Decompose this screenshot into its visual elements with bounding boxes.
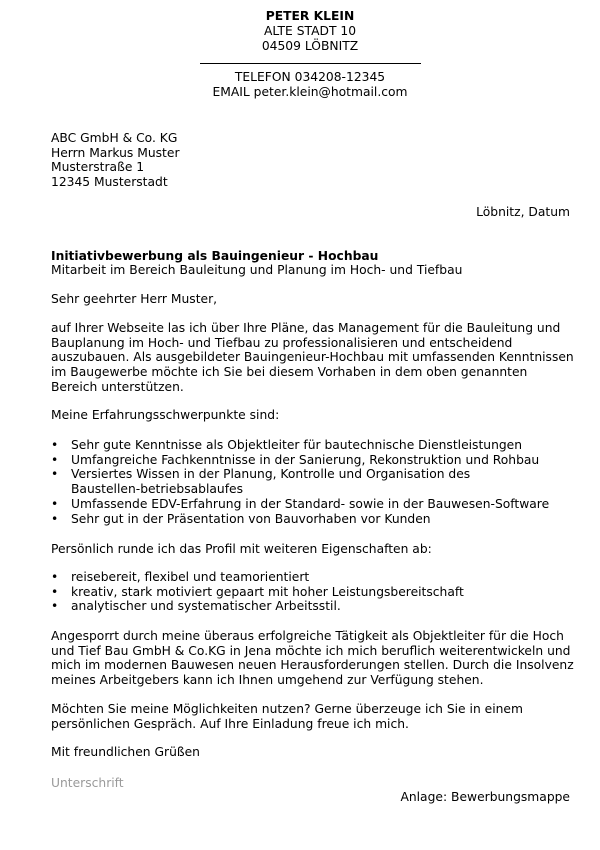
sender-phone: TELEFON 034208-12345 [234, 70, 386, 84]
bullet-icon: • [51, 570, 59, 584]
list-item: • Sehr gute Kenntnisse als Objektleiter für bautechnische Dienstleistungen [51, 438, 523, 452]
bullet-icon: • [51, 599, 59, 614]
bullet-icon: • [51, 438, 59, 452]
closing-question: Möchten Sie meine Möglichkeiten nutzen? Gerne überzeuge ich Sie in einem persönlichen Gespräch. Auf Ihre Einladung freue ich mich. [51, 702, 523, 731]
recipient-city: 12345 Musterstadt [51, 175, 168, 190]
list-item: • Sehr gut in der Präsentation von Bauvorhaben vor Kunden [51, 511, 431, 526]
recipient-company: ABC GmbH & Co. KG [51, 131, 178, 145]
sender-street: ALTE STADT 10 [263, 24, 357, 38]
recipient-address [51, 131, 180, 190]
list-item: • kreativ, stark motiviert gepaart mit hoher Leistungsbereitschaft [51, 584, 464, 599]
bullet-icon: • [51, 511, 59, 526]
place-date: Löbnitz, Datum [476, 205, 570, 219]
traits-heading: Persönlich runde ich das Profil mit weiteren Eigenschaften ab: [51, 542, 432, 556]
sender-name: PETER KLEIN [265, 9, 355, 23]
salutation: Sehr geehrter Herr Muster, [51, 292, 218, 306]
recipient-contact: Herrn Markus Muster [51, 145, 180, 160]
motivation-paragraph: Angesporrt durch meine überaus erfolgreiche Tätigkeit als Objektleiter für die Hoch und Tief Bau GmbH & Co.KG in Jena möchte ich mich beruflich weiterentwickeln und mich im modernen Bauwesen neuen Herausforderungen stellen. Durch die Insolvenz meines Arbeitgebers kann ich Ihnen umgehend zur Verfügung stehen. [51, 629, 574, 688]
focus-list [51, 438, 571, 526]
list-item: • Umfassende EDV-Erfahrung in der Standard- sowie in der Bauwesen-Software [51, 496, 550, 511]
bullet-icon: • [51, 496, 59, 511]
bullet-icon: • [51, 467, 59, 482]
closing: Mit freundlichen Grüßen [51, 745, 200, 759]
bullet-icon: • [51, 452, 59, 467]
bullet-icon: • [51, 584, 59, 599]
list-item: • reisebereit, flexibel und teamorientiert [51, 570, 310, 584]
focus-heading: Meine Erfahrungsschwerpunkte sind: [51, 408, 280, 422]
intro-paragraph: auf Ihrer Webseite las ich über Ihre Pläne, das Management für die Bauleitung und Bauplanung im Hoch- und Tiefbau zu professionalisieren und entscheidend auszubauen. Als ausgebildeter Bauingenieur-Hochbau mit umfassenden Kenntnissen im Baugewerbe möchte ich Sie bei diesem Vorhaben in dem oben genannten Bereich unterstützen. [51, 321, 574, 394]
header-divider [200, 63, 421, 64]
sender-email: EMAIL peter.klein@hotmail.com [212, 85, 408, 99]
signature: Unterschrift [51, 776, 124, 790]
traits-list [51, 570, 571, 614]
sender-city: 04509 LÖBNITZ [261, 39, 359, 53]
recipient-street: Musterstraße 1 [51, 160, 145, 175]
attachment: Anlage: Bewerbungsmappe [400, 790, 570, 804]
list-item: • analytischer und systematischer Arbeitsstil. [51, 599, 341, 614]
subject-subtitle: Mitarbeit im Bereich Bauleitung und Planung im Hoch- und Tiefbau [51, 263, 463, 277]
subject-title: Initiativbewerbung als Bauingenieur - Hochbau [51, 249, 379, 263]
list-item: • Umfangreiche Fachkenntnisse in der Sanierung, Rekonstruktion und Rohbau [51, 452, 540, 467]
list-item: • Versiertes Wissen in der Planung, Kontrolle und Organisation des Baustellen-betriebsablaufes [51, 467, 471, 497]
